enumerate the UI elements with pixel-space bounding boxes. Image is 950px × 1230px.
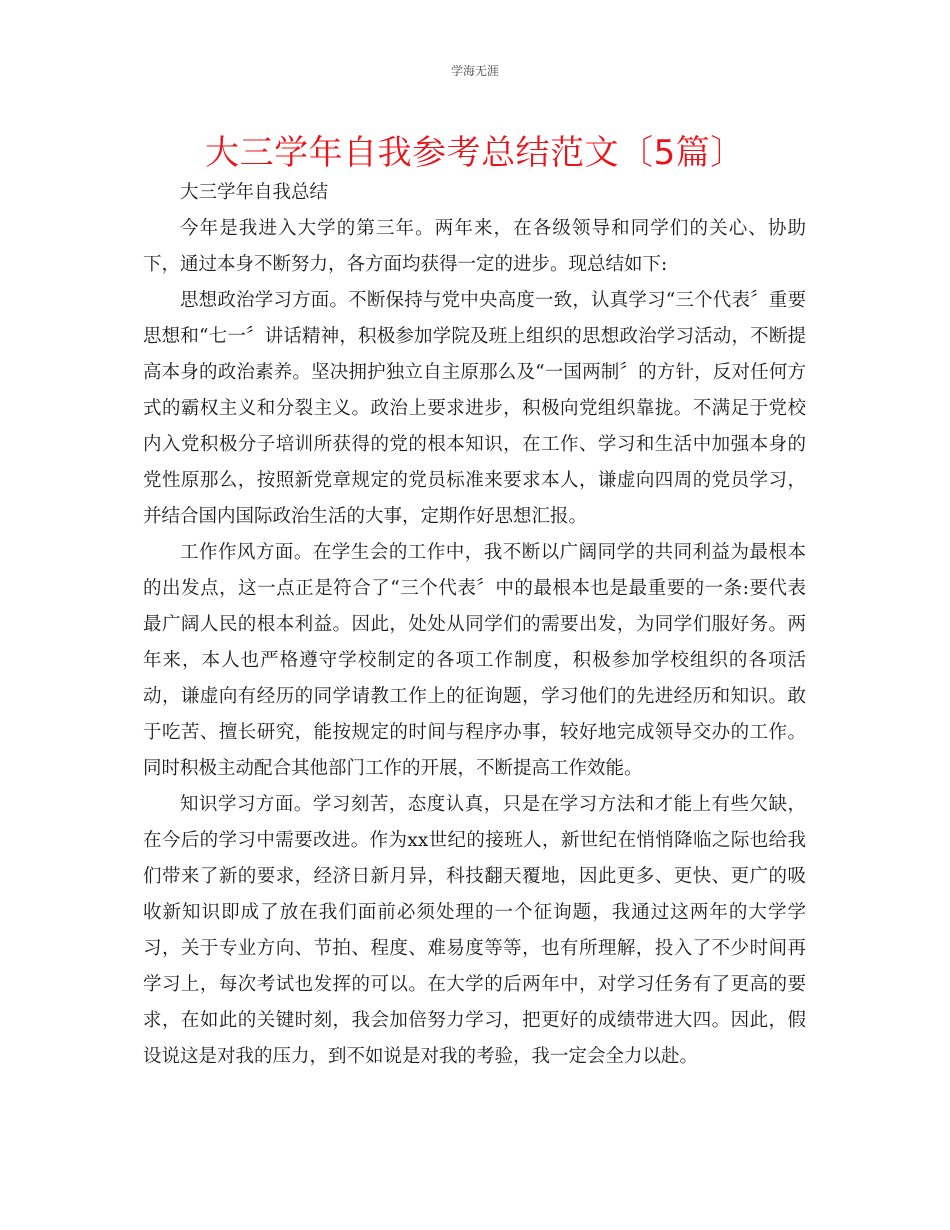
paragraph-political-study: 思想政治学习方面。不断保持与党中央高度一致，认真学习“三个代表〞重要思想和“七一〞讲话精神，积极参加学院及班上组织的思想政治学习活动，不断提高本身的政治素养。坚决拥护独立自主原那么及“一国两制〞的方针，反对任何方式的霸权主义和分裂主义。政治上要求进步，积极向党组织靠拢。不满足于党校内入党积极分子培训所获得的党的根本知识，在工作、学习和生活中加强本身的党性原那么，按照新党章规定的党员标准来要求本人，谦虚向四周的党员学习，并结合国内国际政治生活的大事，定期作好思想汇报。: [143, 290, 806, 527]
page-header: 学海无涯: [450, 64, 499, 78]
paragraph-knowledge-study: 知识学习方面。学习刻苦，态度认真，只是在学习方法和才能上有些欠缺，在今后的学习中需要改进。作为xx世纪的接班人，新世纪在悄悄降临之际也给我们带来了新的要求，经济日新月异，科技翻天覆地，因此更多、更快、更广的吸收新知识即成了放在我们面前必须处理的一个征询题，我通过这两年的大学学习，关于专业方向、节拍、程度、难易度等等，也有所理解，投入了不少时间再学习上，每次考试也发挥的可以。在大学的后两年中，对学习任务有了更高的要求，在如此的关键时刻，我会加倍努力学习，把更好的成绩带进大四。因此，假设说这是对我的压力，到不如说是对我的考验，我一定会全力以赴。: [143, 794, 806, 1067]
document-body: [143, 175, 806, 1075]
paragraph-intro: 今年是我进入大学的第三年。两年来，在各级领导和同学们的关心、协助下，通过本身不断努力，各方面均获得一定的进步。现总结如下:: [143, 218, 806, 275]
paragraph-work-style: 工作作风方面。在学生会的工作中，我不断以广阔同学的共同利益为最根本的出发点，这一点正是符合了“三个代表〞中的最根本也是最重要的一条:要代表最广阔人民的根本利益。因此，处处从同学们的需要出发，为同学们服好务。两年来，本人也严格遵守学校制定的各项工作制度，积极参加学校组织的各项活动，谦虚向有经历的同学请教工作上的征询题，学习他们的先进经历和知识。敢于吃苦、擅长研究，能按规定的时间与程序办事，较好地完成领导交办的工作。同时积极主动配合其他部门工作的开展，不断提高工作效能。: [143, 542, 806, 779]
document-subtitle: 大三学年自我总结: [180, 182, 329, 203]
document-title: 大三学年自我参考总结范文〔5篇〕: [205, 133, 745, 173]
